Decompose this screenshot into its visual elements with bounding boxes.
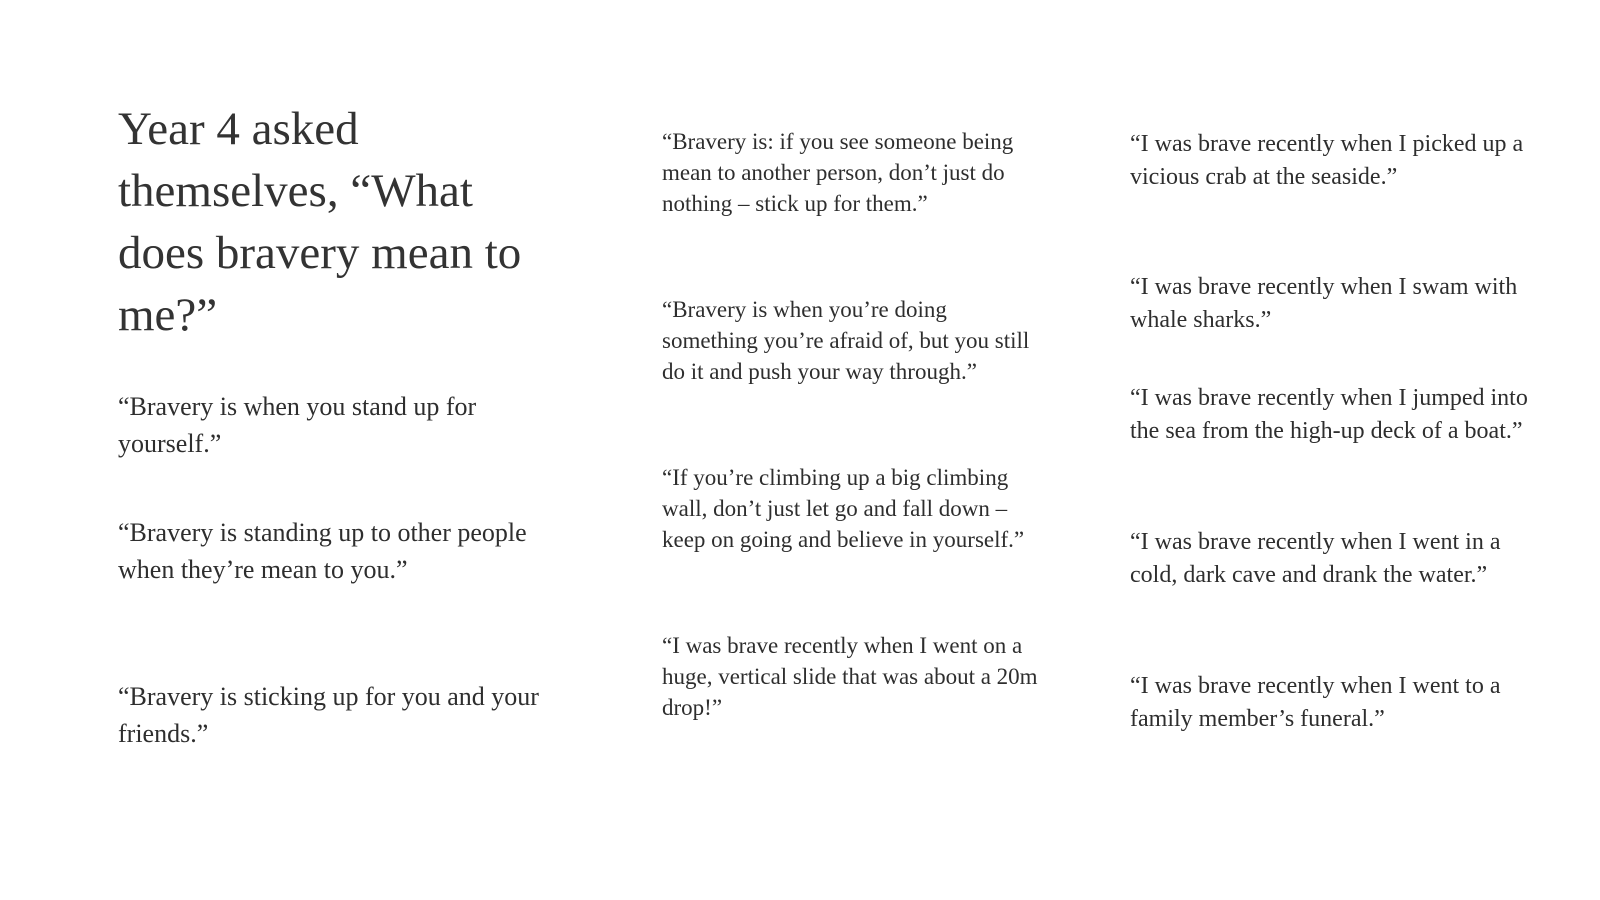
quote: “I was brave recently when I went in a cold, dark cave and drank the water.”	[1130, 529, 1501, 588]
quote: “I was brave recently when I picked up a vicious crab at the seaside.”	[1130, 131, 1524, 190]
quote: “Bravery is when you’re doing something you’re afraid of, but you still do it and push your way through.”	[662, 297, 1030, 384]
quote: “I was brave recently when I went on a huge, vertical slide that was about a 20m drop!”	[662, 633, 1038, 720]
quote: “If you’re climbing up a big climbing wall, don’t just let go and fall down – keep on going and believe in yourself.”	[662, 465, 1025, 552]
quote: “Bravery is when you stand up for yourself.”	[118, 392, 477, 458]
page-heading: Year 4 asked themselves, “What does bravery mean to me?”	[118, 103, 522, 341]
quote: “I was brave recently when I jumped into the sea from the high-up deck of a boat.”	[1130, 385, 1528, 444]
quote: “Bravery is standing up to other people when they’re mean to you.”	[118, 518, 527, 584]
quote: “I was brave recently when I swam with whale sharks.”	[1130, 274, 1518, 333]
quote: “Bravery is sticking up for you and your friends.”	[118, 682, 539, 748]
quote: “I was brave recently when I went to a family member’s funeral.”	[1130, 673, 1501, 732]
left-column	[118, 98, 558, 748]
quote: “Bravery is: if you see someone being mean to another person, don’t just do nothing – stick up for them.”	[662, 129, 1014, 216]
